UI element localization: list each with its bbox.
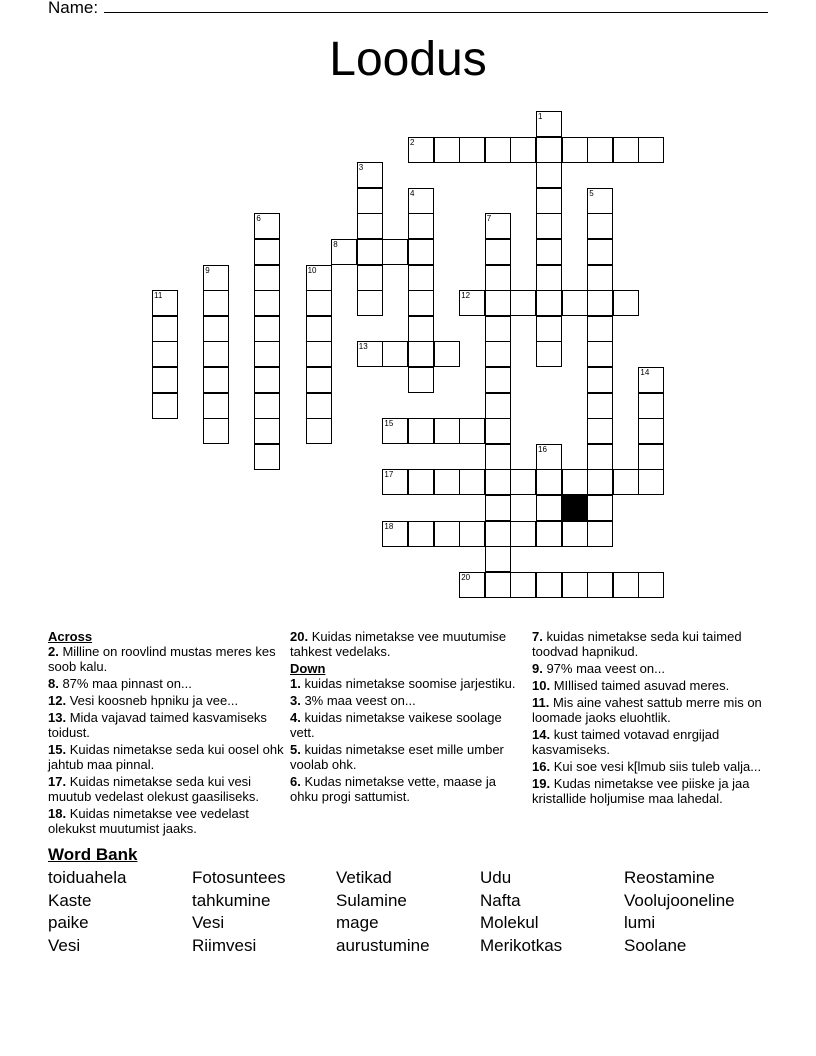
- clue-number-label: 7.: [532, 629, 543, 644]
- crossword-cell[interactable]: [587, 469, 613, 495]
- clue-text: Kuidas nimetakse seda kui vesi muutub vedelast olekust gaasiliseks.: [48, 774, 260, 804]
- down-clue: [532, 759, 772, 774]
- crossword-cell[interactable]: [254, 341, 280, 367]
- crossword-cell[interactable]: [485, 393, 511, 419]
- across-clue: [48, 774, 284, 804]
- crossword-cell[interactable]: [357, 341, 383, 367]
- clue-text: Mis aine vahest sattub merre mis on loomade jaoks eluohtlik.: [532, 695, 762, 725]
- crossword-cell[interactable]: [203, 367, 229, 393]
- clue-number: 17: [384, 470, 394, 480]
- crossword-cell[interactable]: [536, 162, 562, 188]
- crossword-cell[interactable]: [459, 290, 485, 316]
- clue-number-label: 16.: [532, 759, 551, 774]
- down-clue: [290, 742, 526, 772]
- crossword-cell[interactable]: [306, 290, 332, 316]
- word-bank-row: [48, 891, 768, 914]
- word-bank-word: paike: [48, 913, 89, 933]
- clue-number: 2: [410, 137, 415, 147]
- clue-number-label: 2.: [48, 644, 59, 659]
- down-clue: [290, 693, 526, 708]
- crossword-cell[interactable]: [536, 341, 562, 367]
- crossword-cell[interactable]: [152, 316, 178, 342]
- crossword-cell[interactable]: [536, 188, 562, 214]
- crossword-cell[interactable]: [587, 341, 613, 367]
- word-bank-row: [48, 868, 768, 891]
- crossword-cell[interactable]: [587, 572, 613, 598]
- clue-text: kuidas nimetakse seda kui taimed toodvad hapnikud.: [532, 629, 742, 659]
- word-bank: [48, 868, 768, 959]
- crossword-cell[interactable]: [536, 111, 562, 137]
- crossword-cell[interactable]: [587, 213, 613, 239]
- crossword-cell[interactable]: [382, 239, 408, 265]
- crossword-cell[interactable]: [306, 393, 332, 419]
- crossword-cell[interactable]: [408, 290, 434, 316]
- clue-number-label: 13.: [48, 710, 67, 725]
- crossword-cell[interactable]: [510, 137, 536, 163]
- crossword-cell[interactable]: [357, 162, 383, 188]
- down-clue: [532, 727, 772, 757]
- crossword-cell[interactable]: [408, 418, 434, 444]
- clue-number: 5: [589, 188, 594, 198]
- word-bank-word: aurustumine: [336, 936, 430, 956]
- crossword-cell[interactable]: [536, 469, 562, 495]
- word-bank-word: Vesi: [192, 913, 225, 933]
- crossword-cell[interactable]: [306, 265, 332, 291]
- crossword-cell[interactable]: [485, 444, 511, 470]
- crossword-cell[interactable]: [485, 367, 511, 393]
- word-bank-word: Reostamine: [624, 868, 715, 887]
- crossword-cell[interactable]: [510, 469, 536, 495]
- clue-number: 4: [410, 188, 415, 198]
- crossword-cell[interactable]: [510, 572, 536, 598]
- crossword-cell[interactable]: [587, 290, 613, 316]
- crossword-cell[interactable]: [152, 290, 178, 316]
- crossword-cell[interactable]: [613, 290, 639, 316]
- clue-number: 7: [486, 214, 492, 224]
- clue-number-label: 14.: [532, 727, 551, 742]
- clue-number: 12: [461, 291, 471, 301]
- crossword-cell[interactable]: [382, 521, 408, 547]
- crossword-cell[interactable]: [562, 572, 588, 598]
- crossword-cell[interactable]: [408, 265, 434, 291]
- word-bank-word: Nafta: [480, 890, 521, 910]
- name-label: Name:: [48, 0, 99, 17]
- crossword-cell[interactable]: [459, 521, 485, 547]
- crossword-cell[interactable]: [587, 316, 613, 342]
- crossword-cell[interactable]: [485, 137, 511, 163]
- crossword-cell[interactable]: [382, 418, 408, 444]
- crossword-cell[interactable]: [331, 239, 357, 265]
- across-clue: [48, 742, 284, 772]
- crossword-cell[interactable]: [459, 418, 485, 444]
- crossword-cell[interactable]: [459, 572, 485, 598]
- crossword-cell[interactable]: [485, 265, 511, 291]
- crossword-cell[interactable]: [152, 341, 178, 367]
- clue-number-label: 5.: [290, 742, 301, 757]
- crossword-cell[interactable]: [536, 265, 562, 291]
- clue-number-label: 4.: [290, 710, 301, 725]
- crossword-cell[interactable]: [587, 239, 613, 265]
- crossword-cell[interactable]: [638, 393, 664, 419]
- clue-number: 9: [205, 265, 210, 275]
- crossword-cell[interactable]: [562, 290, 588, 316]
- crossword-cell[interactable]: [254, 444, 280, 470]
- across-clue: [48, 693, 284, 708]
- crossword-cell[interactable]: [408, 469, 434, 495]
- crossword-cell[interactable]: [587, 418, 613, 444]
- crossword-cell[interactable]: [408, 137, 434, 163]
- down-clue: [532, 695, 772, 725]
- word-bank-word: Fotosuntees: [192, 868, 286, 887]
- word-bank-word: Molekul: [480, 913, 539, 933]
- word-bank-row: [48, 913, 768, 936]
- crossword-cell[interactable]: [510, 290, 536, 316]
- crossword-cell[interactable]: [357, 239, 383, 265]
- crossword-cell[interactable]: [306, 316, 332, 342]
- crossword-cell[interactable]: [254, 239, 280, 265]
- crossword-cell[interactable]: [638, 367, 664, 393]
- crossword-cell[interactable]: [536, 521, 562, 547]
- clue-text: 97% maa veest on...: [542, 661, 665, 676]
- crossword-cell[interactable]: [434, 341, 460, 367]
- crossword-cell[interactable]: [408, 341, 434, 367]
- down-clue: [532, 661, 772, 676]
- down-clue: [290, 710, 526, 740]
- crossword-cell[interactable]: [408, 367, 434, 393]
- clue-text: 87% maa pinnast on...: [58, 676, 192, 691]
- crossword-cell[interactable]: [587, 265, 613, 291]
- clue-text: Vesi koosneb hpniku ja vee...: [66, 693, 239, 708]
- crossword-cell[interactable]: [254, 393, 280, 419]
- word-bank-word: Soolane: [624, 936, 687, 956]
- blocked-cell: [562, 495, 588, 521]
- word-bank-word: Kaste: [48, 890, 92, 910]
- crossword-cell[interactable]: [408, 521, 434, 547]
- crossword-cell[interactable]: [485, 572, 511, 598]
- across-clue: [48, 644, 284, 674]
- crossword-cell[interactable]: [306, 418, 332, 444]
- crossword-cell[interactable]: [459, 469, 485, 495]
- clue-number: 18: [384, 521, 394, 531]
- crossword-cell[interactable]: [408, 239, 434, 265]
- clue-number-label: 9.: [532, 661, 543, 676]
- crossword-cell[interactable]: [510, 521, 536, 547]
- clue-number: 14: [640, 368, 650, 377]
- crossword-cell[interactable]: [254, 367, 280, 393]
- clue-text: Milline on roovlind mustas meres kes soob kalu.: [48, 644, 276, 674]
- crossword-cell[interactable]: [306, 367, 332, 393]
- crossword-cell[interactable]: [485, 341, 511, 367]
- word-bank-word: Sulamine: [336, 890, 407, 910]
- crossword-cell[interactable]: [587, 521, 613, 547]
- crossword-cell[interactable]: [357, 290, 383, 316]
- down-heading: Down: [290, 661, 326, 676]
- clues-column-3: [532, 629, 772, 808]
- crossword-cell[interactable]: [408, 213, 434, 239]
- crossword-cell[interactable]: [306, 341, 332, 367]
- clue-number: 15: [384, 419, 394, 429]
- word-bank-row: [48, 936, 768, 959]
- crossword-cell[interactable]: [203, 418, 229, 444]
- crossword-cell[interactable]: [434, 418, 460, 444]
- clue-number: 1: [538, 112, 543, 121]
- crossword-cell[interactable]: [254, 265, 280, 291]
- crossword-cell[interactable]: [485, 469, 511, 495]
- word-bank-word: mage: [336, 913, 379, 933]
- clue-number: 13: [358, 342, 368, 352]
- word-bank-word: Vesi: [48, 936, 81, 956]
- crossword-cell[interactable]: [485, 418, 511, 444]
- crossword-cell[interactable]: [536, 137, 562, 163]
- down-clue: [532, 776, 772, 806]
- clues-column-2: [290, 629, 526, 806]
- crossword-cell[interactable]: [434, 469, 460, 495]
- clue-text: Kudas nimetakse vette, maase ja ohku progi sattumist.: [290, 774, 496, 804]
- clue-number-label: 12.: [48, 693, 67, 708]
- clue-number-label: 20.: [290, 629, 309, 644]
- word-bank-word: tahkumine: [192, 890, 271, 910]
- crossword-cell[interactable]: [562, 137, 588, 163]
- crossword-cell[interactable]: [485, 316, 511, 342]
- word-bank-heading: Word Bank: [48, 845, 138, 864]
- crossword-cell[interactable]: [638, 444, 664, 470]
- crossword-cell[interactable]: [587, 444, 613, 470]
- clue-number: 16: [538, 444, 547, 454]
- crossword-cell[interactable]: [254, 290, 280, 316]
- crossword-cell[interactable]: [203, 316, 229, 342]
- clue-number: 8: [333, 240, 338, 249]
- crossword-cell[interactable]: [152, 393, 178, 419]
- clue-text: Kudas nimetakse vee piiske ja jaa kristallide holjumise maa lahedal.: [532, 776, 750, 806]
- crossword-cell[interactable]: [254, 213, 280, 239]
- clue-number: 6: [256, 214, 261, 224]
- word-bank-word: Udu: [480, 868, 512, 887]
- crossword-cell[interactable]: [536, 213, 562, 239]
- crossword-cell[interactable]: [434, 521, 460, 547]
- crossword-cell[interactable]: [203, 393, 229, 419]
- down-clue: [532, 678, 772, 693]
- word-bank-word: Merikotkas: [480, 936, 563, 956]
- crossword-cell[interactable]: [562, 469, 588, 495]
- crossword-cell[interactable]: [382, 341, 408, 367]
- crossword-cell[interactable]: [587, 393, 613, 419]
- page-title: Loodus: [329, 33, 487, 86]
- crossword-cell[interactable]: [357, 188, 383, 214]
- crossword-cell[interactable]: [587, 367, 613, 393]
- crossword-cell[interactable]: [408, 188, 434, 214]
- crossword-cell[interactable]: [485, 521, 511, 547]
- crossword-cell[interactable]: [254, 418, 280, 444]
- crossword-cell[interactable]: [638, 469, 664, 495]
- clue-number-label: 17.: [48, 774, 67, 789]
- clue-text: 3% maa veest on...: [300, 693, 416, 708]
- word-bank-word: Vetikad: [336, 868, 392, 887]
- crossword-cell[interactable]: [638, 572, 664, 598]
- crossword-cell[interactable]: [536, 444, 562, 470]
- crossword-cell[interactable]: [203, 290, 229, 316]
- crossword-cell[interactable]: [203, 265, 229, 291]
- clue-number-label: 11.: [532, 695, 550, 710]
- word-bank-word: Riimvesi: [192, 936, 257, 956]
- crossword-cell[interactable]: [357, 213, 383, 239]
- crossword-cell[interactable]: [254, 316, 280, 342]
- crossword-cell[interactable]: [152, 367, 178, 393]
- clue-text: Mida vajavad taimed kasvamiseks toidust.: [48, 710, 267, 740]
- crossword-cell[interactable]: [638, 137, 664, 163]
- down-clue: [532, 629, 772, 659]
- clue-number: 11: [154, 291, 163, 301]
- clue-number: 20: [461, 572, 471, 582]
- down-clue: [290, 676, 526, 691]
- clue-text: kust taimed votavad enrgijad kasvamiseks.: [532, 727, 720, 757]
- word-bank-word: toiduahela: [48, 868, 127, 887]
- crossword-cell[interactable]: [536, 572, 562, 598]
- clue-number-label: 10.: [532, 678, 551, 693]
- across-heading: Across: [48, 629, 93, 644]
- crossword-cell[interactable]: [434, 137, 460, 163]
- clue-number-label: 19.: [532, 776, 551, 791]
- clues-column-1: [48, 629, 284, 838]
- crossword-cell[interactable]: [485, 239, 511, 265]
- crossword-cell[interactable]: [562, 521, 588, 547]
- crossword-cell[interactable]: [485, 290, 511, 316]
- crossword-cell[interactable]: [613, 469, 639, 495]
- clue-text: kuidas nimetakse eset mille umber voolab ohk.: [290, 742, 504, 772]
- clue-text: Kuidas nimetakse vee muutumise tahkest vedelaks.: [290, 629, 507, 659]
- clue-number-label: 1.: [290, 676, 301, 691]
- crossword-cell[interactable]: [408, 316, 434, 342]
- crossword-cell[interactable]: [536, 495, 562, 521]
- down-clue: [290, 774, 526, 804]
- crossword-cell[interactable]: [638, 418, 664, 444]
- crossword-cell[interactable]: [485, 546, 511, 572]
- crossword-cell[interactable]: [536, 316, 562, 342]
- crossword-cell[interactable]: [536, 239, 562, 265]
- across-clue: [48, 806, 284, 836]
- crossword-cell[interactable]: [536, 290, 562, 316]
- across-clue: [290, 629, 526, 659]
- clue-number-label: 3.: [290, 693, 301, 708]
- crossword-cell[interactable]: [587, 137, 613, 163]
- crossword-cell[interactable]: [613, 572, 639, 598]
- clue-number-label: 6.: [290, 774, 301, 789]
- clue-number-label: 18.: [48, 806, 67, 821]
- clue-number-label: 8.: [48, 676, 59, 691]
- clue-text: kuidas nimetakse vaikese soolage vett.: [290, 710, 502, 740]
- word-bank-word: Voolujooneline: [624, 890, 735, 910]
- crossword-cell[interactable]: [485, 213, 511, 239]
- crossword-cell[interactable]: [613, 137, 639, 163]
- crossword-cell[interactable]: [203, 341, 229, 367]
- crossword-cell[interactable]: [587, 188, 613, 214]
- crossword-cell[interactable]: [357, 265, 383, 291]
- clue-number: 3: [358, 163, 364, 173]
- clue-text: MIllised taimed asuvad meres.: [550, 678, 730, 693]
- clue-number-label: 15.: [48, 742, 67, 757]
- across-clue: [48, 710, 284, 740]
- word-bank-word: lumi: [624, 913, 656, 933]
- clue-text: kuidas nimetakse soomise jarjestiku.: [300, 676, 516, 691]
- clue-text: Kuidas nimetakse vee vedelast olekukst muutumist jaaks.: [48, 806, 249, 836]
- crossword-cell[interactable]: [382, 469, 408, 495]
- clue-number: 10: [307, 265, 317, 275]
- clue-text: Kuidas nimetakse seda kui oosel ohk jahtub maa pinnal.: [48, 742, 284, 772]
- crossword-cell[interactable]: [587, 495, 613, 521]
- crossword-cell[interactable]: [485, 495, 511, 521]
- across-clue: [48, 676, 284, 691]
- clue-text: Kui soe vesi k[lmub siis tuleb valja...: [550, 759, 762, 774]
- crossword-cell[interactable]: [459, 137, 485, 163]
